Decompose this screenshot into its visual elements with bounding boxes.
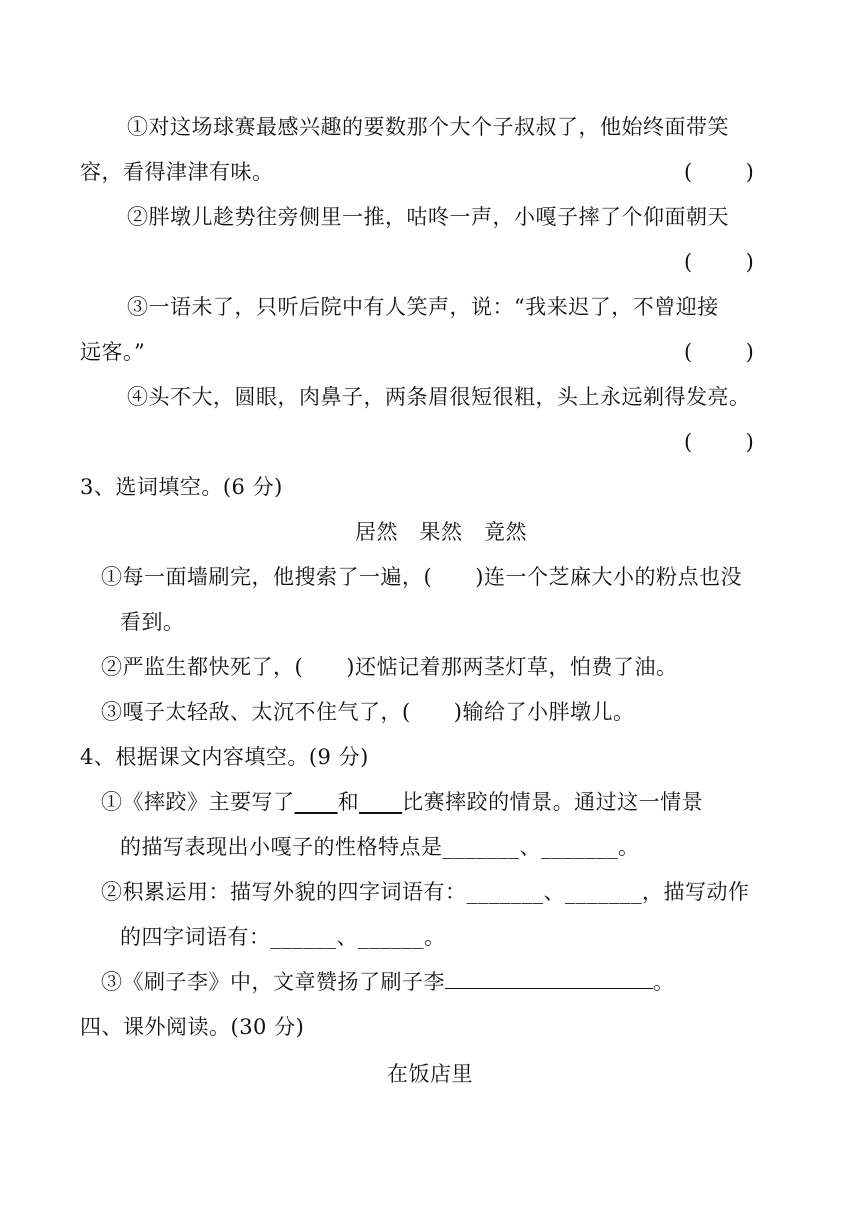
q4-item-1-part-1: ①《摔跤》主要写了 <box>101 790 295 814</box>
end-mark: 。 <box>424 925 446 949</box>
passage-title: 在饭店里 <box>387 1062 473 1086</box>
q4-item-2-part-2: ，描写动作 <box>642 880 750 904</box>
q4-item-3 <box>101 968 675 996</box>
q2-item-4-line-1: ④头不大，圆眼，肉鼻子，两条眉很短很粗，头上永远剃得发亮。 <box>127 385 751 409</box>
separator: 、 <box>336 925 358 949</box>
end-mark: 。 <box>618 835 640 859</box>
answer-blank[interactable] <box>359 790 402 814</box>
q4-item-1 <box>101 788 703 816</box>
answer-blank[interactable]: _______ <box>541 835 618 859</box>
q4-heading: 4、根据课文内容填空。(9 分) <box>80 745 369 769</box>
q4-item-1-line-2-text: 的描写表现出小嘎子的性格特点是 <box>120 835 443 859</box>
q3-heading: 3、选词填空。(6 分) <box>80 475 283 499</box>
answer-parentheses: ( ) <box>684 250 754 274</box>
q2-item-1-line-2: 容，看得津津有味。 <box>80 160 274 184</box>
q3-item-1-post: )连一个芝麻大小的粉点也没 <box>475 565 742 589</box>
answer-blank[interactable]: _______ <box>442 835 520 859</box>
q4-item-1-part-2: 和 <box>337 790 360 814</box>
q2-item-3-line-2: 远客。” <box>80 340 146 364</box>
q3-item-1 <box>101 563 742 591</box>
answer-blank[interactable]: ______ <box>358 925 424 949</box>
answer-line[interactable] <box>445 970 653 989</box>
q3-item-3-post: )输给了小胖墩儿。 <box>453 700 635 724</box>
answer-parentheses: ( ) <box>684 160 754 184</box>
q4-item-1-part-3: 比赛摔跤的情景。通过这一情景 <box>402 790 704 814</box>
answer-parentheses: ( ) <box>684 430 754 454</box>
q4-item-2-part-1: ②积累运用：描写外貌的四字词语有： <box>101 880 467 904</box>
q4-item-3-text: ③《刷子李》中，文章赞扬了刷子李 <box>101 970 445 994</box>
q3-item-3 <box>101 698 634 726</box>
q3-item-2-post: )还惦记着那两茎灯草，怕费了油。 <box>346 655 678 679</box>
q2-item-3-line-1: ③一语未了，只听后院中有人笑声，说：“我来迟了，不曾迎接 <box>127 295 719 319</box>
q4-item-2 <box>101 878 750 906</box>
q3-item-3-pre: ③嘎子太轻敌、太沉不住气了，( <box>101 700 411 724</box>
q4-item-1-line-2 <box>120 833 640 861</box>
answer-blank[interactable] <box>432 565 475 589</box>
answer-blank[interactable] <box>303 655 346 679</box>
q3-item-2 <box>101 653 677 681</box>
q3-item-2-pre: ②严监生都快死了，( <box>101 655 304 679</box>
q2-item-2-line-1: ②胖墩儿趁势往旁侧里一推，咕咚一声，小嘎子摔了个仰面朝天 <box>127 205 729 229</box>
answer-blank[interactable]: ______ <box>270 925 337 949</box>
end-mark: 。 <box>653 970 675 994</box>
answer-blank[interactable] <box>411 700 454 724</box>
answer-parentheses: ( ) <box>684 340 754 364</box>
answer-blank[interactable]: _______ <box>565 880 642 904</box>
q3-word-bank: 居然 果然 竟然 <box>355 520 527 544</box>
q4-item-2-line-2 <box>120 923 446 951</box>
q3-item-1-pre: ①每一面墙刷完，他搜索了一遍，( <box>101 565 433 589</box>
answer-blank[interactable] <box>295 790 338 814</box>
q4-item-2-line-2-text: 的四字词语有： <box>120 925 271 949</box>
q3-item-1-line-2: 看到。 <box>120 610 185 634</box>
separator: 、 <box>543 880 565 904</box>
section-4-heading: 四、课外阅读。(30 分) <box>80 1015 305 1039</box>
answer-blank[interactable]: _______ <box>466 880 544 904</box>
q2-item-1-line-1: ①对这场球赛最感兴趣的要数那个大个子叔叔了，他始终面带笑 <box>127 115 729 139</box>
separator: 、 <box>519 835 541 859</box>
